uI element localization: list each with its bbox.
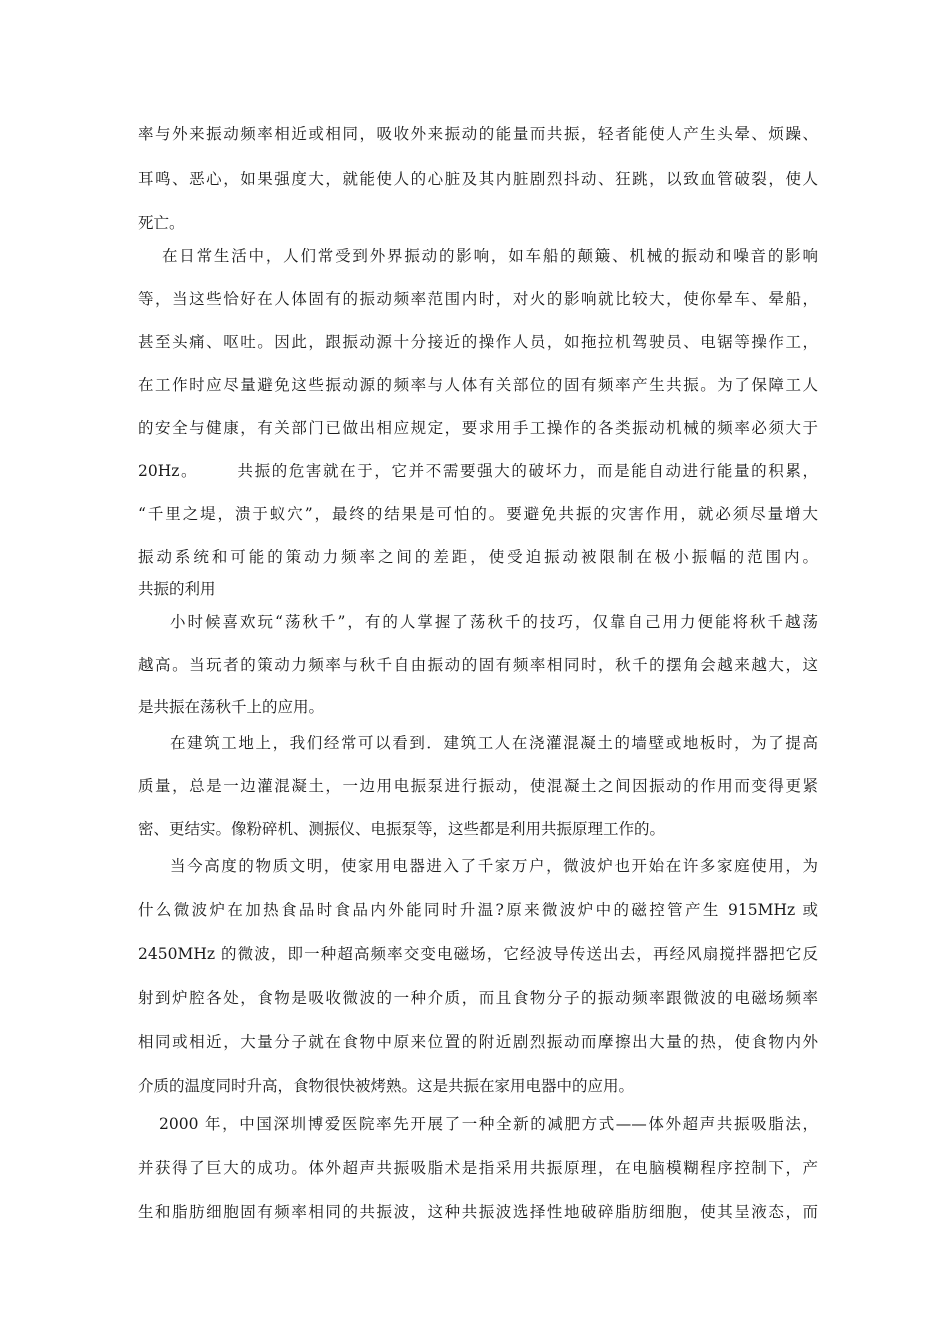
text-line: 在日常生活中，人们常受到外界振动的影响，如车船的颠簸、机械的振动和噪音的影响 [162,247,818,265]
text-line: 死亡。 [138,214,185,232]
text-line: 当今高度的物质文明，使家用电器进入了千家万户，微波炉也开始在许多家庭使用，为 [170,857,818,875]
text-line: 生和脂肪细胞固有频率相同的共振波，这种共振波选择性地破碎脂肪细胞，使其呈液态，而 [138,1203,818,1221]
text-line: 2450MHz 的微波，即一种超高频率交变电磁场，它经波导传送出去，再经风扇搅拌器把它反 [138,945,818,963]
text-line: 在建筑工地上，我们经常可以看到．建筑工人在浇灌混凝土的墙壁或地板时，为了提高 [170,734,818,752]
text-line: 越高。当玩者的策动力频率与秋千自由振动的固有频率相同时，秋千的摆角会越来越大，这 [138,656,818,674]
text-line: 2000 年，中国深圳博爱医院率先开展了一种全新的减肥方式——体外超声共振吸脂法， [159,1115,818,1133]
text-line: 是共振在荡秋千上的应用。 [138,698,325,716]
text-line: 介质的温度同时升高，食物很快被烤熟。这是共振在家用电器中的应用。 [138,1077,635,1095]
text-line: “千里之堤，溃于蚁穴”，最终的结果是可怕的。要避免共振的灾害作用，就必须尽量增大 [138,505,818,523]
text-line: 的安全与健康，有关部门已做出相应规定，要求用手工操作的各类振动机械的频率必须大于 [138,419,818,437]
text-line: 率与外来振动频率相近或相同，吸收外来振动的能量而共振，轻者能使人产生头晕、烦躁、 [138,125,818,143]
text-line: 在工作时应尽量避免这些振动源的频率与人体有关部位的固有频率产生共振。为了保障工人 [138,376,818,394]
text-line: 振动系统和可能的策动力频率之间的差距，使受迫振动被限制在极小振幅的范围内。 [138,548,818,566]
text-line: 耳鸣、恶心，如果强度大，就能使人的心脏及其内脏剧烈抖动、狂跳，以致血管破裂，使人 [138,170,818,188]
text-line: 小时候喜欢玩“荡秋千”，有的人掌握了荡秋千的技巧，仅靠自己用力便能将秋千越荡 [170,613,818,631]
text-line: 射到炉腔各处，食物是吸收微波的一种介质，而且食物分子的振动频率跟微波的电磁场频率 [138,989,818,1007]
text-line: 质量，总是一边灌混凝土，一边用电振泵进行振动，使混凝土之间因振动的作用而变得更紧 [138,777,818,795]
text-line: 等，当这些恰好在人体固有的振动频率范围内时，对火的影响就比较大，使你晕车、晕船， [138,290,818,308]
text-line: 密、更结实。像粉碎机、测振仪、电振泵等，这些都是利用共振原理工作的。 [138,820,666,838]
section-heading: 共振的利用 [138,580,216,598]
text-line: 相同或相近，大量分子就在食物中原来位置的附近剧烈振动而摩擦出大量的热，使食物内外 [138,1033,818,1051]
text-line: 甚至头痛、呕吐。因此，跟振动源十分接近的操作人员，如拖拉机驾驶员、电锯等操作工， [138,333,818,351]
text-line: 并获得了巨大的成功。体外超声共振吸脂术是指采用共振原理，在电脑模糊程序控制下，产 [138,1159,818,1177]
text-line: 什么微波炉在加热食品时食品内外能同时升温?原来微波炉中的磁控管产生 915MHz 或 [138,901,818,919]
text-line: 20Hz。 共振的危害就在于，它并不需要强大的破坏力，而是能自动进行能量的积累， [138,462,818,480]
